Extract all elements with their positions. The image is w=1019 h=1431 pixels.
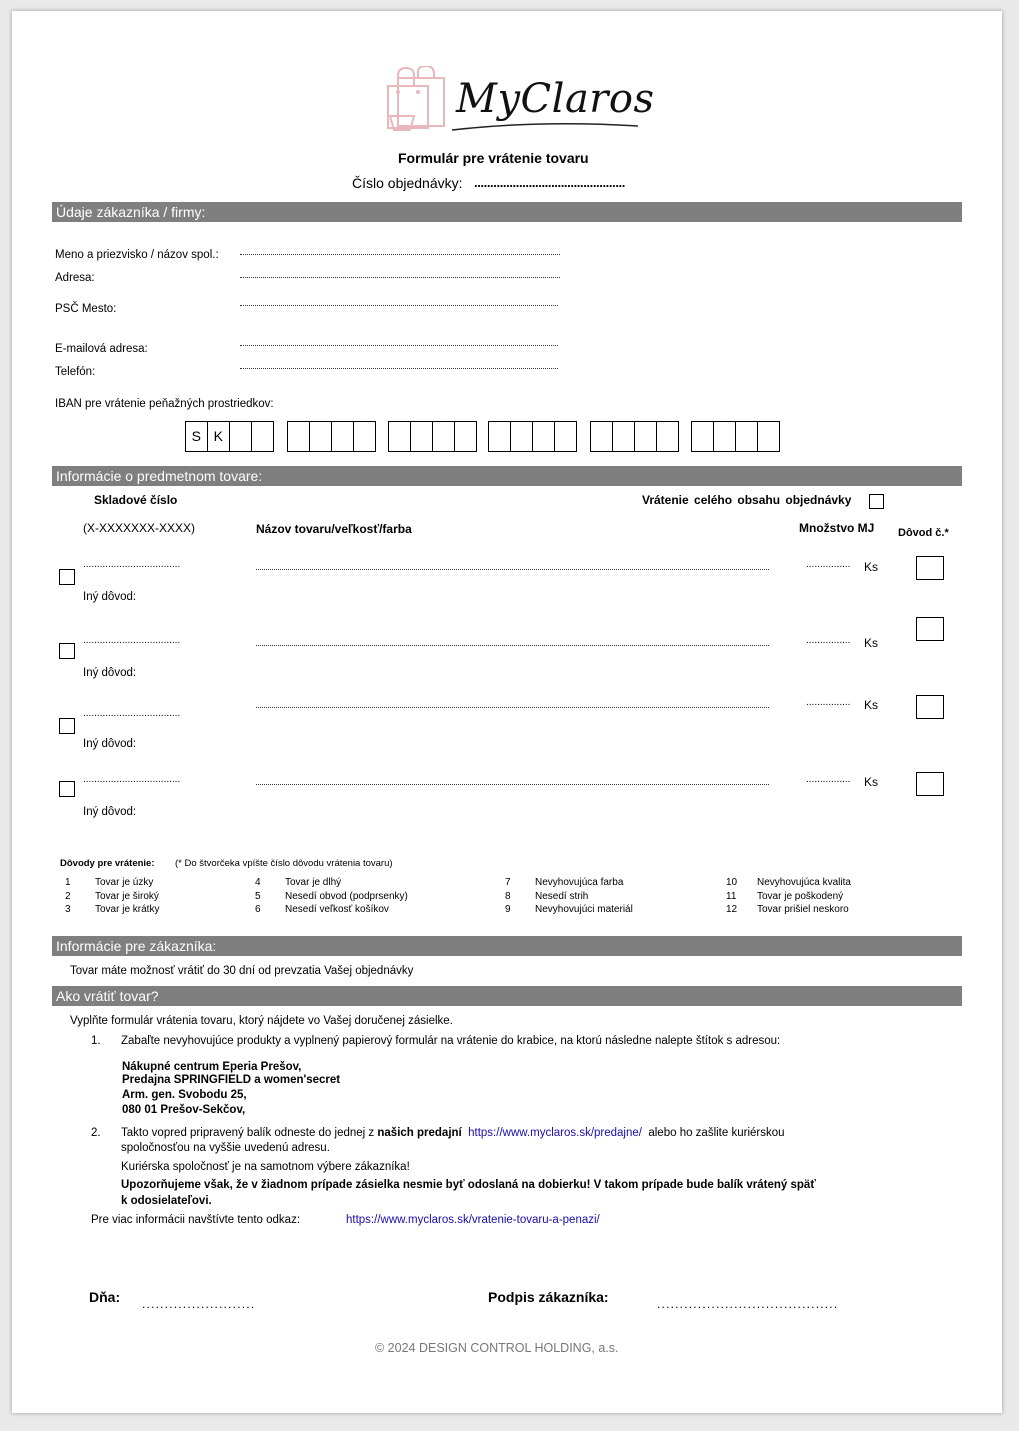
iban-cell[interactable]: [309, 421, 333, 452]
iban-cell[interactable]: [612, 421, 636, 452]
iban-cell[interactable]: [532, 421, 556, 452]
item-3-reason-box[interactable]: [916, 695, 944, 719]
reason-text: Nesedí veľkosť košíkov: [285, 904, 389, 915]
iban-cell[interactable]: [656, 421, 680, 452]
reason-number: 7: [505, 877, 511, 888]
item-1-reason-box[interactable]: [916, 556, 944, 580]
whole-order-checkbox[interactable]: [869, 494, 884, 509]
item-2-sku-field[interactable]: ...................................: [83, 635, 181, 646]
form-page: [12, 11, 1002, 1413]
brand-logo: [384, 66, 655, 136]
item-3-unit: Ks: [864, 698, 879, 712]
item-2-other-reason-label: Iný dôvod:: [83, 667, 137, 679]
iban-cell[interactable]: [251, 421, 275, 452]
step-2-text: [121, 1127, 785, 1139]
reason-number: 5: [255, 891, 261, 902]
iban-group-1[interactable]: [186, 421, 274, 452]
item-2-qty-field[interactable]: ................: [806, 635, 851, 646]
shopping-bag-icon: [384, 66, 454, 136]
iban-cell[interactable]: [510, 421, 534, 452]
stores-emphasis: našich predajní: [377, 1127, 462, 1139]
reason-number: 9: [505, 904, 511, 915]
email-field[interactable]: [240, 345, 558, 346]
iban-cell[interactable]: [735, 421, 759, 452]
email-label: E-mailová adresa:: [55, 343, 148, 355]
address-label: Adresa:: [55, 272, 95, 284]
item-1-checkbox[interactable]: [59, 569, 75, 585]
reason-number: 1: [65, 877, 71, 888]
reason-number: 4: [255, 877, 261, 888]
iban-cell[interactable]: [432, 421, 456, 452]
copyright: © 2024 DESIGN CONTROL HOLDING, a.s.: [375, 1341, 619, 1355]
item-2-unit: Ks: [864, 636, 879, 650]
item-1-name-field[interactable]: [256, 569, 769, 570]
name-field[interactable]: [240, 254, 560, 255]
item-1-sku-field[interactable]: ...................................: [83, 559, 181, 570]
customer-section-header: Údaje zákazníka / firmy:: [52, 202, 962, 222]
return-address-line: Arm. gen. Svobodu 25,: [122, 1089, 247, 1101]
reason-number: 10: [726, 877, 738, 888]
more-info-label: Pre viac informácii navštívte tento odkaz:: [91, 1214, 301, 1226]
item-4-name-field[interactable]: [256, 784, 769, 785]
step-1-text: Zabaľte nevyhovujúce produkty a vyplnený papierový formulár na vrátenie do krabice, na ktorú následne nalepte štítok s adresou:: [121, 1035, 781, 1047]
iban-cell[interactable]: [388, 421, 412, 452]
iban-cell[interactable]: K: [207, 421, 231, 452]
logo-swoosh: [450, 120, 640, 134]
howto-intro: Vyplňte formulár vrátenia tovaru, ktorý nájdete vo Vašej doručenej zásielke.: [70, 1015, 453, 1027]
iban-cell[interactable]: S: [185, 421, 209, 452]
item-3-qty-field[interactable]: ................: [806, 697, 851, 708]
reason-text: Tovar je poškodený: [757, 891, 844, 902]
item-1-other-reason-label: Iný dôvod:: [83, 591, 137, 603]
address-field[interactable]: [240, 277, 560, 278]
col-reason-header: Dôvod č.*: [898, 527, 949, 539]
col-sku-format: (X-XXXXXXX-XXXX): [83, 521, 196, 535]
item-4-checkbox[interactable]: [59, 781, 75, 797]
iban-cell[interactable]: [488, 421, 512, 452]
date-label: Dňa:: [89, 1289, 121, 1305]
reason-text: Nesedí strih: [535, 891, 589, 902]
phone-label: Telefón:: [55, 366, 96, 378]
warning-line-2: k odosielateľovi.: [121, 1195, 212, 1207]
step-2-number: 2.: [91, 1127, 101, 1139]
reasons-note: (* Do štvorčeka vpíšte číslo dôvodu vrátenia tovaru): [175, 858, 393, 869]
iban-label: IBAN pre vrátenie peňažných prostriedkov:: [55, 398, 274, 410]
iban-group-4[interactable]: [489, 421, 577, 452]
signature-label: Podpis zákazníka:: [488, 1289, 609, 1305]
warning-line-1: Upozorňujeme však, že v žiadnom prípade zásielka nesmie byť odoslaná na dobierku! V takom prípade bude balík vrátený späť: [121, 1179, 816, 1191]
reason-number: 11: [726, 891, 737, 902]
iban-group-3[interactable]: [389, 421, 477, 452]
info-text: Tovar máte možnosť vrátiť do 30 dní od prevzatia Vašej objednávky: [70, 965, 414, 977]
reason-number: 12: [726, 904, 738, 915]
item-2-checkbox[interactable]: [59, 643, 75, 659]
order-number-label: Číslo objednávky:: [352, 175, 463, 191]
col-sku-header: Skladové číslo: [94, 493, 178, 507]
item-1-unit: Ks: [864, 560, 879, 574]
item-4-other-reason-label: Iný dôvod:: [83, 806, 137, 818]
brand-name: MyClaros: [456, 76, 655, 122]
item-3-checkbox[interactable]: [59, 718, 75, 734]
iban-cell[interactable]: [757, 421, 781, 452]
item-4-sku-field[interactable]: ...................................: [83, 774, 181, 785]
zip-city-field[interactable]: [240, 305, 558, 306]
phone-field[interactable]: [240, 368, 558, 369]
step-2-text-c: alebo ho zašlite kuriérskou: [648, 1127, 785, 1139]
whole-order-label: Vrátenie celého obsahu objednávky: [642, 493, 852, 507]
item-1-qty-field[interactable]: ................: [806, 559, 851, 570]
iban-cell[interactable]: [713, 421, 737, 452]
iban-cell[interactable]: [590, 421, 614, 452]
reason-number: 6: [255, 904, 261, 915]
item-3-other-reason-label: Iný dôvod:: [83, 738, 137, 750]
name-label: Meno a priezvisko / názov spol.:: [55, 249, 219, 261]
reason-text: Nesedí obvod (podprsenky): [285, 891, 408, 902]
iban-cell[interactable]: [353, 421, 377, 452]
item-3-name-field[interactable]: [256, 707, 769, 708]
iban-cell[interactable]: [287, 421, 311, 452]
iban-group-6[interactable]: [692, 421, 780, 452]
iban-cell[interactable]: [634, 421, 658, 452]
return-address-line: Predajna SPRINGFIELD a women'secret: [122, 1074, 341, 1086]
iban-cell[interactable]: [410, 421, 434, 452]
reason-text: Tovar prišiel neskoro: [757, 904, 849, 915]
iban-cell[interactable]: [229, 421, 253, 452]
howto-section-header: Ako vrátiť tovar?: [52, 986, 962, 1006]
zip-city-label: PSČ Mesto:: [55, 303, 117, 315]
col-name-header: Názov tovaru/veľkosť/farba: [256, 522, 412, 536]
goods-section-header: Informácie o predmetnom tovare:: [52, 466, 962, 486]
step-2-text-a: Takto vopred pripravený balík odneste do jednej z: [121, 1127, 375, 1139]
reason-number: 3: [65, 904, 71, 915]
iban-group-5[interactable]: [591, 421, 679, 452]
info-section-header: Informácie pre zákazníka:: [52, 936, 962, 956]
reason-text: Tovar je široký: [95, 891, 159, 902]
order-number-field[interactable]: ...............................................: [474, 175, 625, 190]
reason-number: 8: [505, 891, 511, 902]
item-2-name-field[interactable]: [256, 645, 769, 646]
stores-link[interactable]: https://www.myclaros.sk/predajne/: [468, 1127, 642, 1139]
col-qty-header: Množstvo MJ: [799, 521, 875, 535]
item-4-qty-field[interactable]: ................: [806, 774, 851, 785]
reason-text: Tovar je krátky: [95, 904, 160, 915]
form-title: Formulár pre vrátenie tovaru: [398, 150, 589, 166]
iban-cell[interactable]: [554, 421, 578, 452]
reason-text: Nevyhovujúci materiál: [535, 904, 633, 915]
iban-cell[interactable]: [691, 421, 715, 452]
return-policy-link[interactable]: https://www.myclaros.sk/vratenie-tovaru-a-penazi/: [346, 1214, 600, 1226]
reasons-title: Dôvody pre vrátenie:: [60, 858, 155, 869]
reason-text: Nevyhovujúca kvalita: [757, 877, 851, 888]
courier-note: Kuriérska spoločnosť je na samotnom výbere zákazníka!: [121, 1161, 410, 1173]
iban-group-2[interactable]: [288, 421, 376, 452]
item-2-reason-box[interactable]: [916, 617, 944, 641]
reason-text: Nevyhovujúca farba: [535, 877, 624, 888]
iban-cell[interactable]: [454, 421, 478, 452]
reason-text: Tovar je dlhý: [285, 877, 342, 888]
step-2-text-d: spoločnosťou na vyššie uvedenú adresu.: [121, 1142, 330, 1154]
return-address-line: Nákupné centrum Eperia Prešov,: [122, 1061, 302, 1073]
return-address-line: 080 01 Prešov-Sekčov,: [122, 1104, 246, 1116]
item-4-reason-box[interactable]: [916, 772, 944, 796]
item-4-unit: Ks: [864, 775, 879, 789]
reason-text: Tovar je úzky: [95, 877, 154, 888]
signature-field[interactable]: ........................................: [657, 1297, 839, 1311]
date-field[interactable]: .........................: [142, 1297, 256, 1311]
iban-cell[interactable]: [331, 421, 355, 452]
reason-number: 2: [65, 891, 71, 902]
item-3-sku-field[interactable]: ...................................: [83, 708, 181, 719]
step-1-number: 1.: [91, 1035, 101, 1047]
